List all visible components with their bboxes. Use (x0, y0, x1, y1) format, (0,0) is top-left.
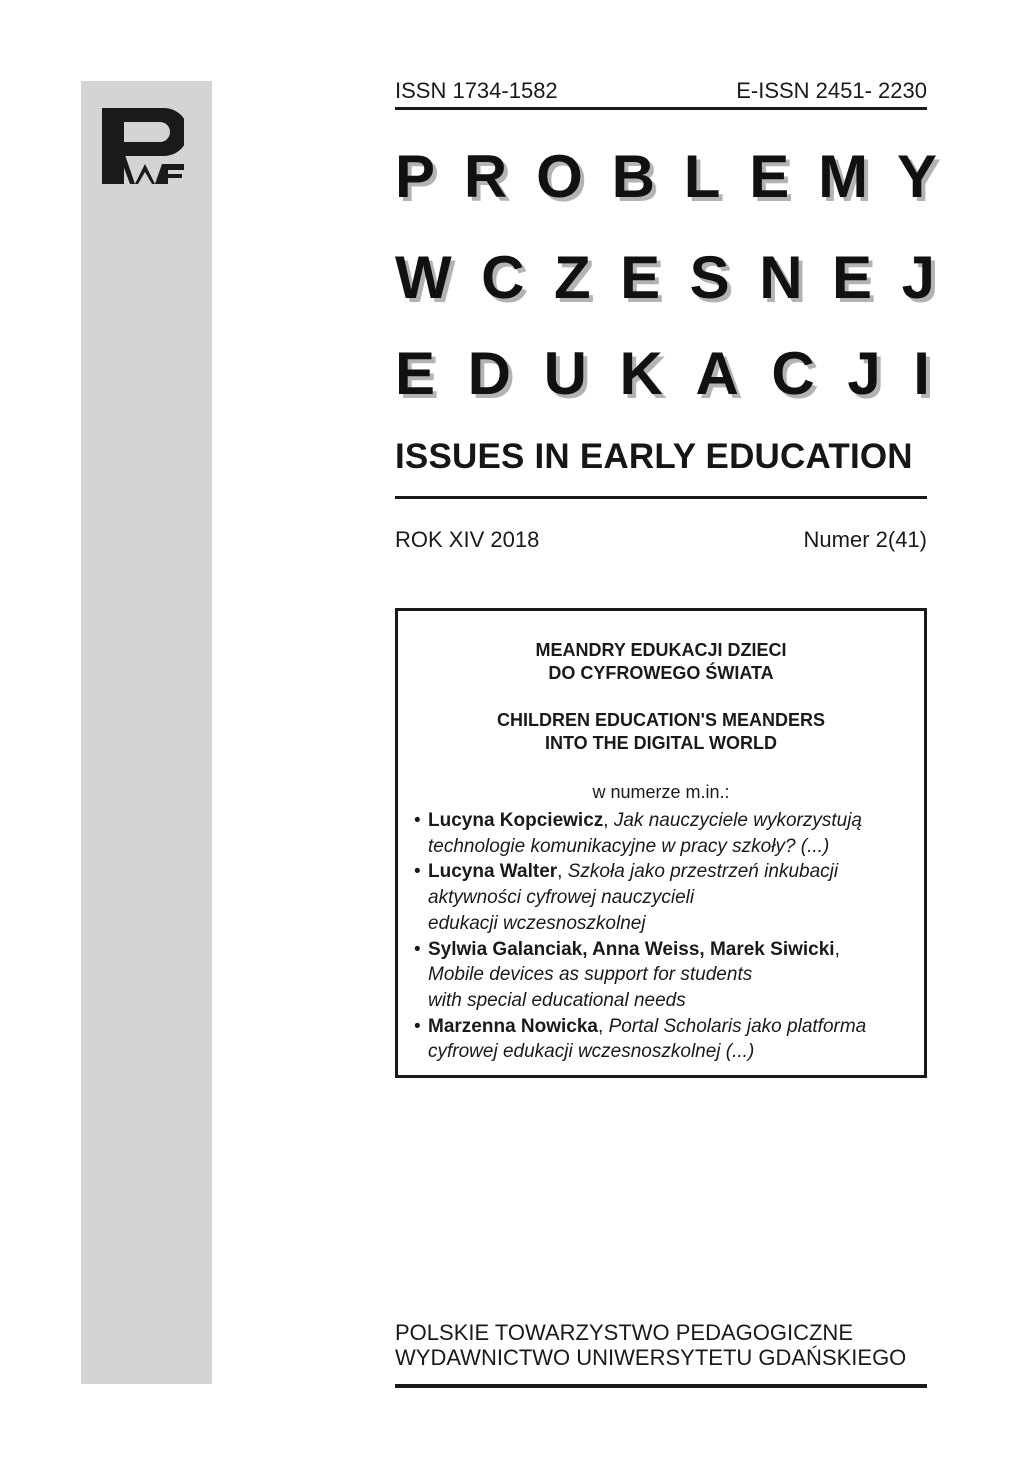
title-letter: E (395, 340, 436, 407)
title-letter: E (749, 143, 790, 210)
title-line-wczesnej (395, 243, 935, 313)
title-letter: R (463, 143, 508, 210)
title-letter: S (689, 244, 730, 311)
heading-line: DO CYFROWEGO ŚWIATA (548, 663, 774, 683)
heading-line: CHILDREN EDUCATION'S MEANDERS (497, 710, 825, 730)
issue-info-row (395, 526, 927, 554)
article-title: edukacji wczesnoszkolnej (428, 912, 646, 934)
title-letter: C (481, 244, 525, 311)
article-title: aktywności cyfrowej nauczycieli (428, 887, 695, 909)
heading-line: INTO THE DIGITAL WORLD (545, 733, 777, 753)
contents-intro: w numerze m.in.: (592, 782, 730, 802)
title-letter: W (395, 244, 452, 311)
title-letter: J (847, 340, 881, 407)
title-letter: O (536, 143, 583, 210)
article-line (428, 962, 924, 988)
issue-year: ROK XIV 2018 (395, 527, 540, 552)
separator: , (603, 810, 614, 831)
publisher-block (395, 1320, 935, 1370)
article-line (428, 808, 924, 834)
publisher-logo-icon (102, 108, 184, 184)
english-subtitle: ISSUES IN EARLY EDUCATION (395, 437, 913, 476)
article-line (428, 1014, 924, 1040)
title-letter: K (619, 340, 663, 407)
separator: , (598, 1015, 609, 1037)
top-rule (395, 107, 927, 110)
article-line (428, 885, 924, 911)
title-letter: M (818, 143, 869, 210)
article-line (428, 937, 924, 963)
article-line (428, 988, 924, 1014)
theme-heading-polish (398, 639, 924, 685)
issue-number: Numer 2(41) (803, 527, 927, 552)
article-title: Portal Scholaris jako platforma (608, 1015, 867, 1037)
gray-side-band (81, 81, 212, 1384)
publisher-line: WYDAWNICTWO UNIWERSYTETU GDAŃSKIEGO (395, 1345, 907, 1370)
article-line (428, 834, 924, 860)
article-author: Lucyna Kopciewicz (428, 810, 604, 831)
article-line (428, 911, 924, 937)
separator: , (834, 938, 840, 960)
title-letter: U (543, 340, 587, 407)
list-item (414, 937, 924, 1014)
title-letter: Z (553, 244, 591, 311)
title-letter: D (467, 340, 511, 407)
article-line (428, 1039, 924, 1065)
eissn-text: E-ISSN 2451- 2230 (736, 78, 927, 103)
list-item (414, 808, 924, 859)
title-line-problemy (395, 142, 937, 212)
title-letter: Y (896, 143, 937, 210)
article-line (428, 859, 924, 885)
article-title: with special educational needs (428, 989, 686, 1011)
title-letter: E (832, 244, 873, 311)
article-title: cyfrowej edukacji wczesnoszkolnej (...) (428, 1041, 755, 1063)
issn-row (395, 78, 927, 104)
title-letter: I (913, 340, 930, 407)
title-letter: J (901, 244, 935, 311)
title-letter: A (695, 340, 739, 407)
title-letter: E (620, 244, 661, 311)
title-letter: N (759, 244, 803, 311)
title-line-edukacji (395, 339, 930, 409)
bottom-rule (395, 1384, 927, 1388)
article-author: Lucyna Walter (428, 861, 558, 883)
article-title: Szkoła jako przestrzeń inkubacji (567, 861, 839, 883)
heading-line: MEANDRY EDUKACJI DZIECI (535, 640, 787, 660)
article-title: Mobile devices as support for students (428, 964, 753, 986)
list-item (414, 1014, 924, 1065)
title-letter: L (683, 143, 721, 210)
title-letter: B (611, 143, 655, 210)
article-author: Marzenna Nowicka (428, 1015, 598, 1037)
list-item (414, 859, 924, 936)
separator: , (557, 861, 568, 883)
title-letter: P (395, 143, 436, 210)
title-letter: C (771, 340, 815, 407)
middle-rule (395, 496, 927, 499)
article-title: Jak nauczyciele wykorzystują (613, 810, 862, 831)
theme-heading-english (398, 709, 924, 755)
article-title: technologie komunikacyjne w pracy szkoły? (...) (428, 835, 830, 857)
article-list (414, 808, 924, 1065)
article-author: Sylwia Galanciak, Anna Weiss, Marek Siwicki (428, 938, 835, 960)
publisher-line: POLSKIE TOWARZYSTWO PEDAGOGICZNE (395, 1320, 853, 1345)
contents-box (395, 608, 927, 1078)
issn-text: ISSN 1734-1582 (395, 78, 558, 103)
